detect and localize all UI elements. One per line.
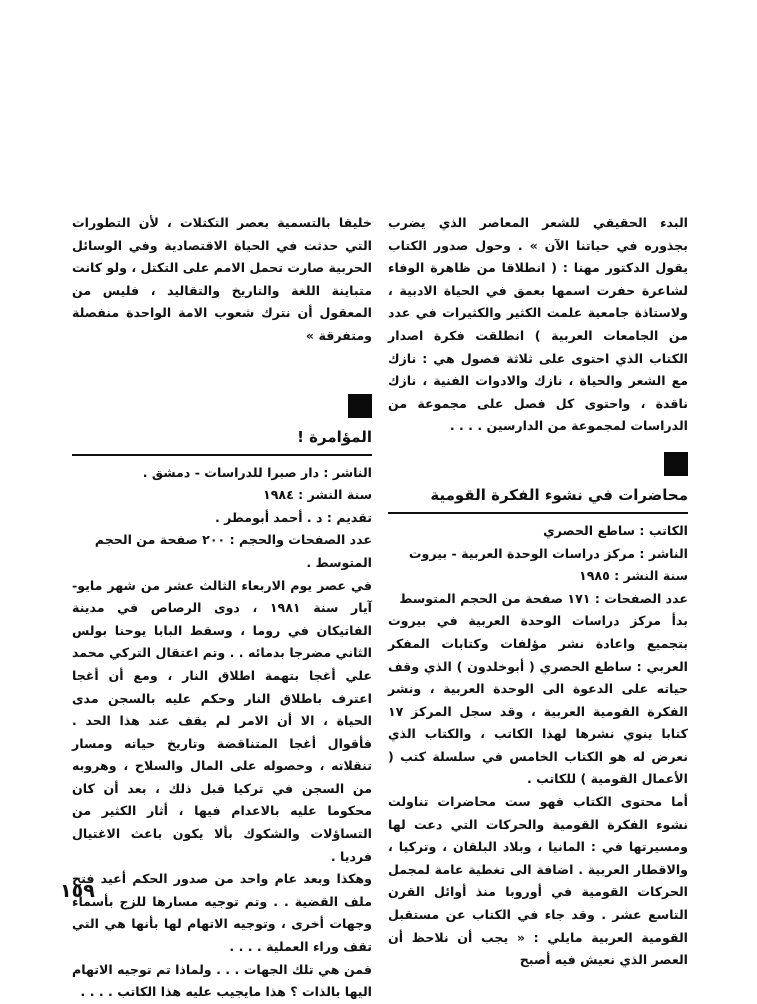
section-rule — [72, 454, 372, 456]
meta-size: عدد الصفحات والحجم : ٢٠٠ صفحة من الحجم المتوسط . — [94, 532, 372, 570]
meta-author: الكاتب : ساطع الحصري — [543, 522, 688, 538]
review-paragraph: وهكذا وبعد عام واحد من صدور الحكم أعيد فتح ملف القضية . . وتم توجيه مسارها للزج بأسماء وجهات أخرى ، وتوجيه الاتهام لها بأنها هي التي تقف وراء العملية . . . . — [72, 871, 372, 955]
meta-publisher: الناشر : دار صبرا للدراسات - دمشق . — [142, 464, 372, 480]
meta-intro: تقديم : د . أحمد أبومطر . — [215, 509, 372, 525]
section-marker-square — [664, 452, 688, 476]
review-paragraph: في عصر يوم الاربعاء الثالث عشر من شهر مايو- آيار سنة ١٩٨١ ، دوى الرصاص في مدينة الفاتيكان في روما ، وسقط البابا يوحنا بولس الثاني مضرجا بدمائه . . وتم اعتقال التركي محمد علي أغجا بتهمة اطلاق النار ، ومع أن أغجا اعترف باطلاق النار وحكم عليه بالسجن مدى الحياة ، الا أن الامر لم يقف عند هذا الحد . فأقوال أغجا المتناقضة وتاريخ حياته ومسار تنقلاته ، وحصوله على المال والسلاح ، وهروبه من السجن في تركيا قبل ذلك ، بعد أن كان محكوما عليه بالاعدام فيها ، أثار الكثير من التساؤلات والشكوك بألا يكون باعث الاغتيال فرديا . — [72, 577, 372, 864]
meta-year: سنة النشر : ١٩٨٥ — [579, 568, 688, 584]
book-meta — [388, 520, 688, 610]
book-meta — [72, 462, 372, 575]
section-title: المؤامرة ! — [297, 427, 372, 446]
meta-pages: عدد الصفحات : ١٧١ صفحة من الحجم المتوسط — [399, 590, 688, 606]
review-paragraph: أما محتوى الكتاب فهو ست محاضرات تناولت نشوء الفكرة القومية والحركات التي دعت لها ومسيرتها في : المانيا ، وبلاد البلقان ، وتركيا ، والاقطار العربية . اضافة الى تغطية عامة لمجمل الحركات القومية في أوروبا منذ أوائل القرن التاسع عشر . وقد جاء في الكتاب عن مستقبل القومية العربية مايلي : « يجب أن نلاحظ أن العصر الذي نعيش فيه أصبح — [388, 794, 688, 968]
meta-year: سنة النشر : ١٩٨٤ — [263, 487, 372, 503]
left-column — [72, 212, 372, 1004]
right-column — [388, 212, 688, 972]
section-marker-square — [348, 394, 372, 418]
review-paragraph: فمن هي تلك الجهات . . . ولماذا تم توجيه الاتهام اليها بالذات ؟ هذا مايجيب عليه هذا الكاتب . . . . — [72, 961, 372, 1000]
meta-publisher: الناشر : مركز دراسات الوحدة العربية - بيروت — [408, 545, 688, 561]
intro-paragraph: البدء الحقيقي للشعر المعاصر الذي يضرب بجذوره في حياتنا الآن » . وحول صدور الكتاب يقول الدكتور مهنا : ( انطلاقا من ظاهرة الوفاء لشاعرة حفرت اسمها بعمق في الحياة الادبية ، ولاستاذة جامعية علمت الكثير والكثيرات في عدد من الجامعات العربية ) انطلقت فكرة اصدار الكتاب الذي احتوى على ثلاثة فصول هي : نازك مع الشعر والحياة ، نازك والادوات الفنية ، نازك ناقدة ، واحتوى كل فصل على مجموعة من الدراسات لمجموعة من الدارسين . . . . — [388, 215, 688, 434]
section-rule — [388, 512, 688, 514]
review-paragraph: بدأ مركز دراسات الوحدة العربية في بيروت بتجميع واعادة نشر مؤلفات وكتابات المفكر العربي : ساطع الحصري ( أبوخلدون ) الذي وقف حياته على الدعوة الى الوحدة العربية ، ونشر الفكرة القومية العربية ، وقد سجل المركز ١٧ كتابا ينوي نشرها لهذا الكاتب ، والكتاب الذي نعرض له هو الكتاب الخامس في سلسلة كتب ( الأعمال القومية ) للكاتب . — [388, 613, 688, 787]
continuation-paragraph: خليقا بالتسمية بعصر التكتلات ، لأن التطورات التي حدثت في الحياة الاقتصادية وفي الوسائل الحربية صارت تحمل الامم على التكتل ، ولو كانت متباينة اللغة والتاريخ والتقاليد ، فليس من المعقول أن نترك شعوب الامة الواحدة منفصلة ومتفرقة » — [72, 215, 372, 343]
page-number: ١٥٩ — [60, 880, 95, 902]
section-title: محاضرات في نشوء الفكرة القومية — [430, 485, 688, 504]
